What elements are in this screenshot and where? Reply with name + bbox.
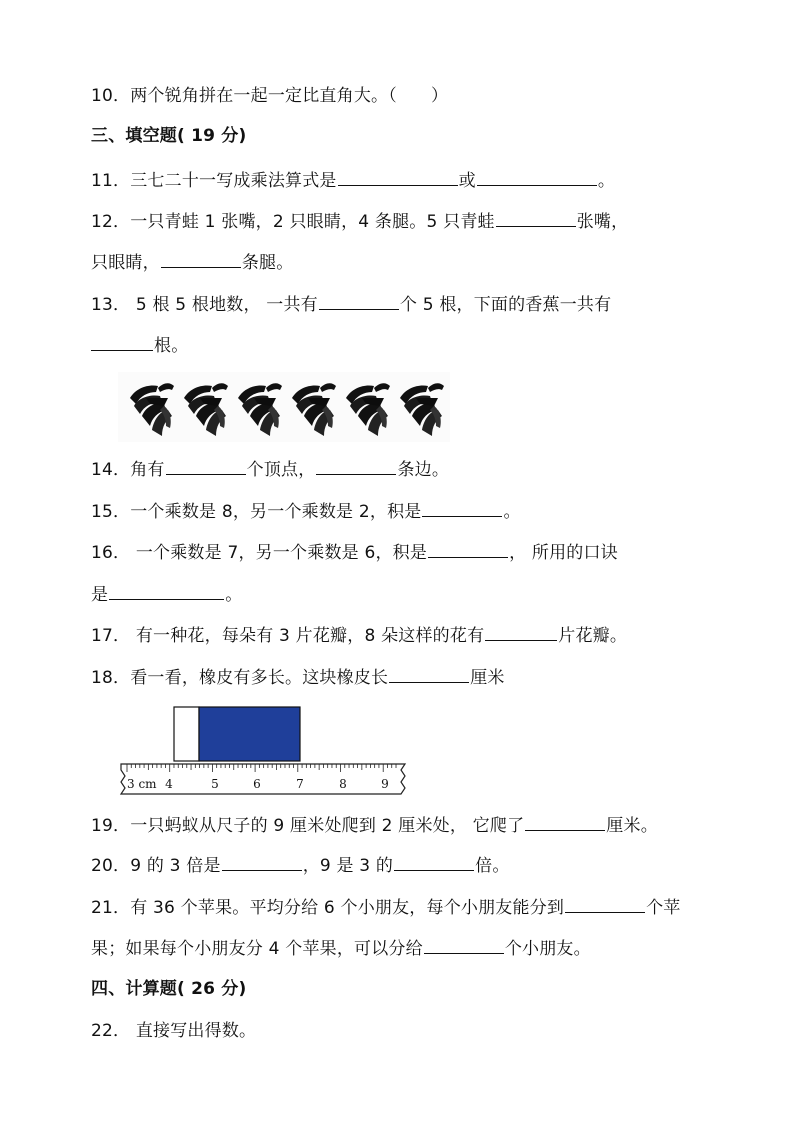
answer-blank[interactable] xyxy=(424,936,504,954)
answer-blank[interactable] xyxy=(422,499,502,517)
question-13-text: 13． 5 根 5 根地数， 一共有 xyxy=(91,295,318,315)
question-12-text: 12．一只青蛙 1 张嘴，2 只眼睛，4 条腿。5 只青蛙 xyxy=(91,212,495,232)
question-14-middle: 个顶点， xyxy=(246,460,316,480)
answer-blank[interactable] xyxy=(477,168,597,186)
question-13 xyxy=(91,292,611,316)
question-13-continued xyxy=(91,333,188,357)
question-12-eyes: 只眼睛， xyxy=(91,253,160,273)
question-21-continued xyxy=(91,936,591,960)
question-18 xyxy=(91,665,505,689)
banana-bunch xyxy=(184,383,228,436)
banana-bunch xyxy=(292,383,336,436)
question-14 xyxy=(91,457,449,481)
question-13-end: 根。 xyxy=(154,336,189,356)
question-18-end: 厘米 xyxy=(470,668,505,688)
answer-blank[interactable] xyxy=(394,853,474,871)
answer-blank[interactable] xyxy=(565,895,645,913)
question-20-middle: ，9 是 3 的 xyxy=(302,856,394,876)
banana-bunch xyxy=(238,383,282,436)
ruler-tick-label: 7 xyxy=(296,777,304,791)
eraser-white-part xyxy=(174,707,199,761)
question-16 xyxy=(91,540,618,564)
answer-blank[interactable] xyxy=(222,853,302,871)
question-12-continued xyxy=(91,250,293,274)
question-20-text: 20．9 的 3 倍是 xyxy=(91,856,221,876)
answer-blank[interactable] xyxy=(316,457,396,475)
question-11 xyxy=(91,168,615,192)
question-14-end: 条边。 xyxy=(397,460,450,480)
question-18-text: 18．看一看，橡皮有多长。这块橡皮长 xyxy=(91,668,389,688)
answer-blank[interactable] xyxy=(485,623,557,641)
answer-blank[interactable] xyxy=(389,665,469,683)
question-21-end: 个小朋友。 xyxy=(504,939,591,959)
question-16-continued xyxy=(91,582,242,606)
ruler-illustration xyxy=(117,706,409,798)
ruler-tick-label: 6 xyxy=(253,777,261,791)
answer-blank[interactable] xyxy=(91,333,153,351)
answer-blank[interactable] xyxy=(525,813,605,831)
question-20-end: 倍。 xyxy=(475,856,510,876)
ruler-tick-label: 4 xyxy=(165,777,173,791)
question-12-legs: 条腿。 xyxy=(241,253,294,273)
section-4-title: 四、计算题( 26 分) xyxy=(91,979,247,999)
question-12 xyxy=(91,209,628,233)
question-15-text: 15．一个乘数是 8，另一个乘数是 2，积是 xyxy=(91,502,422,522)
section-3-title: 三、填空题( 19 分) xyxy=(91,126,247,146)
question-17-text: 17． 有一种花，每朵有 3 片花瓣，8 朵这样的花有 xyxy=(91,626,485,646)
question-11-or: 或 xyxy=(458,171,476,191)
ruler-tick-label: 8 xyxy=(339,777,347,791)
banana-bunch xyxy=(346,383,390,436)
banana-bunch xyxy=(130,383,174,436)
eraser-blue-part xyxy=(199,707,300,761)
question-10-close: ） xyxy=(430,86,449,106)
question-15 xyxy=(91,499,521,523)
question-16-text: 16． 一个乘数是 7，另一个乘数是 6，积是 xyxy=(91,543,428,563)
question-11-text: 11．三七二十一写成乘法算式是 xyxy=(91,171,337,191)
question-16-middle: ， 所用的口诀 xyxy=(509,543,618,563)
question-17-end: 片花瓣。 xyxy=(558,626,628,646)
question-16-end: 。 xyxy=(225,585,243,605)
question-16-is: 是 xyxy=(91,585,109,605)
banana-illustration xyxy=(118,372,450,442)
answer-blank[interactable] xyxy=(319,292,399,310)
question-20 xyxy=(91,853,510,877)
ruler-body xyxy=(121,764,405,794)
question-21-middle: 个苹 xyxy=(646,898,681,918)
answer-blank[interactable] xyxy=(109,582,224,600)
question-21 xyxy=(91,895,681,919)
ruler-tick-label: 5 xyxy=(211,777,219,791)
question-19 xyxy=(91,813,658,837)
question-13-middle: 个 5 根，下面的香蕉一共有 xyxy=(399,295,612,315)
question-10 xyxy=(91,85,448,107)
question-22: 22． 直接写出得数。 xyxy=(91,1021,257,1041)
ruler-tick-label: 9 xyxy=(381,777,389,791)
question-14-text: 14．角有 xyxy=(91,460,165,480)
question-11-end: 。 xyxy=(597,171,616,191)
ruler-figure xyxy=(117,706,409,802)
question-12-mouths: 张嘴， xyxy=(576,212,629,232)
question-21-second: 果；如果每个小朋友分 4 个苹果，可以分给 xyxy=(91,939,423,959)
question-19-text: 19．一只蚂蚁从尺子的 9 厘米处爬到 2 厘米处， 它爬了 xyxy=(91,816,525,836)
banana-picture xyxy=(118,372,450,442)
question-21-text: 21．有 36 个苹果。平均分给 6 个小朋友，每个小朋友能分到 xyxy=(91,898,565,918)
ruler-unit-label: 3 cm xyxy=(127,777,157,791)
question-19-end: 厘米。 xyxy=(606,816,658,836)
answer-blank[interactable] xyxy=(428,540,508,558)
question-15-end: 。 xyxy=(503,502,521,522)
answer-blank[interactable] xyxy=(161,250,241,268)
answer-blank[interactable] xyxy=(166,457,246,475)
banana-bunch xyxy=(400,383,444,436)
answer-blank[interactable] xyxy=(496,209,576,227)
question-17 xyxy=(91,623,627,647)
answer-blank[interactable] xyxy=(338,168,458,186)
question-10-text: 10．两个锐角拼在一起一定比直角大。（ xyxy=(91,86,397,106)
